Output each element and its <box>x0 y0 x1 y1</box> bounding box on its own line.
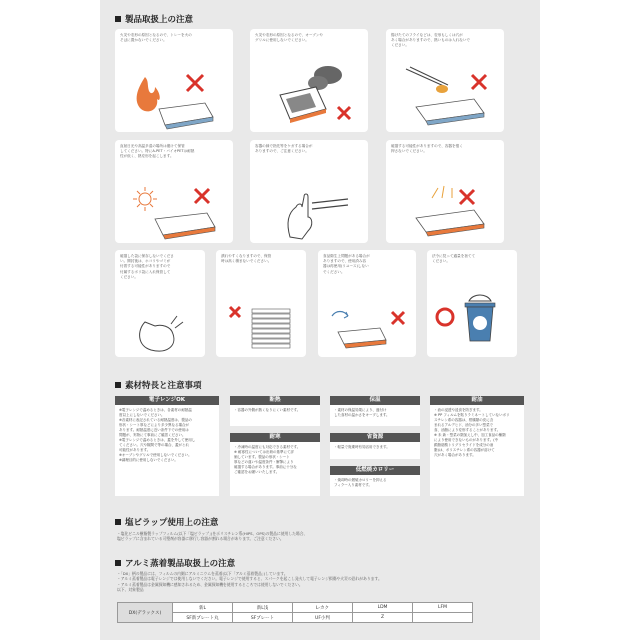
material-header: 耐油 <box>430 396 524 405</box>
oven-illustration <box>250 57 368 132</box>
material-body: ・油の浸透や浸食を防ぎます。 ※ PP フィルムを貼りラミネートしていないポリ スチレン系の容器は、柑橘類の皮に含 まれるアルデヒド、油分の多い惣菜で 食、油脂により変形することがあります。 ※ 未 新・惣菜の類加えし中、加工食品の種類 により使用できないものがあります。(中 鎖脂肪酸トリグリセライドを成分の油 脂)は、ポリスチレン系の容器が溶けて 穴があく場合があります。 <box>434 408 510 457</box>
sunlight-illustration <box>115 173 233 243</box>
material-insulation <box>230 396 320 426</box>
wrap-note: ・塩化ビニル樹脂製ラップフィルム(以下「塩ビラップ」)をポリスチレン系(HIPS、OPS)の製品に使用した場合、 塩ビラップに含まれている可塑剤が容器に移行し容器が割れる場合があります。ご注意ください。 <box>117 531 308 542</box>
wrap-title-text: 塩ビラップ使用上の注意 <box>125 518 219 528</box>
material-header: 電子レンジOK <box>115 396 219 405</box>
handling-section-title <box>115 13 193 25</box>
alumi-title-text: アルミ蒸着製品取扱上の注意 <box>125 559 236 569</box>
card-sunlight <box>115 140 233 243</box>
handling-title-text: 製品取扱上の注意 <box>125 15 194 25</box>
finger-edge-illustration <box>250 173 368 243</box>
wrap-section-title <box>115 516 218 528</box>
table-cell: UF小判 <box>293 613 353 623</box>
bag-illustration <box>115 302 205 357</box>
card-oven <box>250 29 368 132</box>
table-cell: LFM <box>413 603 473 613</box>
material-heat-retention <box>330 396 420 426</box>
card-text: 火災や変形の原因となるので、オーブンや グリルに使用しないでください。 <box>255 33 323 43</box>
card-fried-food <box>386 29 504 132</box>
section-bullet-icon <box>115 382 121 388</box>
material-section-title <box>115 379 202 391</box>
table-cell: SF新プレート丸 <box>173 613 233 623</box>
fire-tray-illustration <box>115 57 233 132</box>
material-body: ※電子レンジで温めるときは、各素材の耐熱温 度以上にしないでください。 ※各素材に表記されている耐熱温度は、製品の 形状・シート厚などにより多少異なる場合が あります。耐熱温度に近い条件下での使用は 問題が、実物にて事前にご確認ください。 ※電子レンジで温めるときは、蓋を外して使用し てください。穴や隙間で等の場合、蓋がとれ 可能性があります。 ※オーブンやグリルで使用しないでください。 ※調理目的に使用しないでください。 <box>119 408 196 462</box>
card-text: 破損した袋に保存しないでくださ い。開封後は、ホコリやゴミが 付着する可能性がありますので 付属するポリ袋に入れ保管して ください。 <box>120 254 174 279</box>
card-text: 法令に従って適量を捨てて ください。 <box>432 254 476 264</box>
card-crush <box>386 140 504 243</box>
material-body: ・焼却時の燃焼カロリーを抑える フィラー入り素材です。 <box>334 478 387 487</box>
table-cell: SFプレート <box>233 613 293 623</box>
table-row <box>118 603 473 613</box>
material-header: 省資源 <box>330 433 420 442</box>
section-bullet-icon <box>115 519 121 525</box>
table-cell: LDM <box>353 603 413 613</box>
material-oil-resistance <box>430 396 524 496</box>
material-cold-resistance <box>230 433 320 496</box>
alumi-note: ・「DX」柄の製品には、フィルムの内側にアルミニウムを蒸着(以下「アルミ蒸着製品」)しています。 ・アルミ蒸着製品は電子レンジでは使用しないでください。電子レンジで使用すると、スパークを起こし発火して電子レンジ損傷や火災の恐れがあります。 ・アルミ蒸着製品は金属探知機に感知されるため、金属探知機を使用するところでは使用しないでください。 以下、対象製品 <box>117 571 382 593</box>
card-storage-bag <box>115 250 205 357</box>
fried-food-illustration <box>386 57 504 132</box>
material-title-text: 素材特長と注意事項 <box>125 381 202 391</box>
material-header: 断熱 <box>230 396 320 405</box>
material-body: ・冷凍時の温度にも対応できる素材です。 ※ 耐寒性については出荷の基準にて評 価しています。製品の形状・シート 厚などの違いや温度条件・衝撃により 破損する場合があります。事前に十分な ご確認をお願いいたします。 <box>234 445 301 474</box>
material-body: ・軽量で廃棄時有効活用できます。 <box>334 445 390 449</box>
material-header: 保温 <box>330 396 420 405</box>
card-fire <box>115 29 233 132</box>
material-body: ・容器の外側が熱くなりにくい素材です。 <box>234 408 301 412</box>
card-reuse <box>318 250 416 357</box>
card-text: 破損する可能性がありますので、容器を強く 押さないでください。 <box>391 144 463 154</box>
material-microwave <box>115 396 219 496</box>
table-row-header: DX(デラックス) <box>118 603 173 623</box>
reuse-illustration <box>318 302 416 357</box>
stacked-trays-illustration <box>216 287 306 357</box>
table-cell: Z <box>353 613 413 623</box>
material-resource-saving <box>330 433 420 459</box>
card-text: 火災や変形の原因となるので、トレーを火の そばに置かないでください。 <box>120 33 192 43</box>
material-low-calorie <box>330 466 420 496</box>
target-product-table <box>117 602 473 623</box>
trash-bin-illustration <box>427 277 517 357</box>
card-text: 容器の縁で指先等をケガする場合が ありますので、ご注意ください。 <box>255 144 313 154</box>
card-text: 直射日光や高温多湿の場所は避けて保管 してください。特にA-PET・バイオPETは耐熱 性が低く、熱変形を起こします。 <box>120 144 195 159</box>
material-header: 低燃焼カロリー <box>330 466 420 475</box>
material-header: 耐寒 <box>230 433 320 442</box>
table-cell: 新L <box>173 603 233 613</box>
table-cell <box>413 613 473 623</box>
alumi-section-title <box>115 557 235 569</box>
table-cell: L-カク <box>293 603 353 613</box>
section-bullet-icon <box>115 560 121 566</box>
card-edge <box>250 140 368 243</box>
crush-illustration <box>386 168 504 243</box>
card-stacking <box>216 250 306 357</box>
section-bullet-icon <box>115 16 121 22</box>
card-text: 食品衛生上問題がある場合が ありますので、使用済み容 器は再使用(リユース)しない でください。 <box>323 254 370 274</box>
card-disposal <box>427 250 517 357</box>
card-text: 潰れやすくなりますので、保管 時は高く積まないでください。 <box>221 254 272 264</box>
table-cell: 新L浅 <box>233 603 293 613</box>
card-text: 揚げたてのフライなどは、変形もしくは穴が あく場合がありますので、熱いものは入れないで ください。 <box>391 33 470 48</box>
material-body: ・素材の保温効果により、盛付け した食材の温かさをキープします。 <box>334 408 390 417</box>
